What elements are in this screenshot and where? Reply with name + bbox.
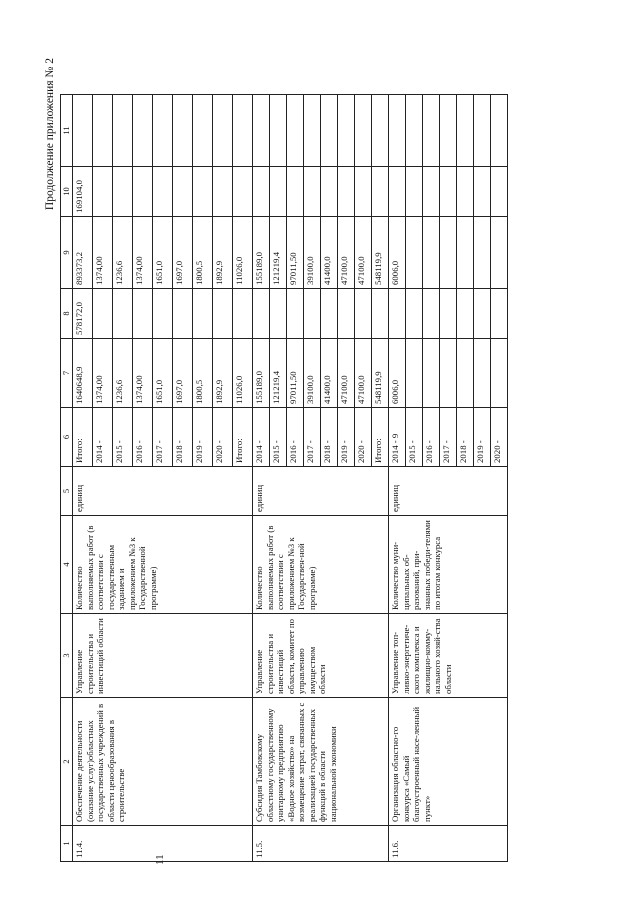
col-header-11: 11 bbox=[61, 95, 73, 167]
extra-cell bbox=[321, 95, 338, 167]
extra-cell bbox=[270, 95, 287, 167]
federal-cell bbox=[389, 289, 406, 339]
federal-cell bbox=[270, 289, 287, 339]
col-header-2: 2 bbox=[61, 698, 73, 826]
regional-cell bbox=[406, 217, 423, 289]
year-cell: 2020 - bbox=[213, 408, 233, 467]
extra-cell bbox=[173, 95, 193, 167]
total-cell: 39100,0 bbox=[304, 339, 321, 408]
regional-cell: 893373,2 bbox=[73, 217, 93, 289]
local-cell bbox=[457, 167, 474, 217]
total-cell: 97011,50 bbox=[287, 339, 304, 408]
local-cell bbox=[474, 167, 491, 217]
year-cell: Итого: bbox=[73, 408, 93, 467]
col-header-7: 7 bbox=[61, 339, 73, 408]
federal-cell bbox=[153, 289, 173, 339]
executor-cell: Управление строительства и инвестиций области bbox=[73, 614, 253, 698]
local-cell bbox=[193, 167, 213, 217]
total-cell: 1374,00 bbox=[133, 339, 153, 408]
federal-cell bbox=[287, 289, 304, 339]
col-header-8: 8 bbox=[61, 289, 73, 339]
extra-cell bbox=[233, 95, 253, 167]
local-cell bbox=[389, 167, 406, 217]
total-cell: 6006,0 bbox=[389, 339, 406, 408]
regional-cell bbox=[491, 217, 508, 289]
year-cell: Итого: bbox=[233, 408, 253, 467]
total-cell: 47100,0 bbox=[355, 339, 372, 408]
measure-name: Субсидия Тамбовскому областному государственному унитарному предприятию «Водное хозяйство» на возмещение затрат, связанных с реализацией государственных функций в области национальной экономики bbox=[253, 698, 389, 826]
year-cell: 2015 - bbox=[113, 408, 133, 467]
total-cell: 121219,4 bbox=[270, 339, 287, 408]
regional-cell: 97011,50 bbox=[287, 217, 304, 289]
local-cell bbox=[440, 167, 457, 217]
regional-cell: 1236,6 bbox=[113, 217, 133, 289]
total-cell: 1236,6 bbox=[113, 339, 133, 408]
year-cell: 2015 - bbox=[406, 408, 423, 467]
extra-cell bbox=[73, 95, 93, 167]
regional-cell: 1651,0 bbox=[153, 217, 173, 289]
extra-cell bbox=[153, 95, 173, 167]
regional-cell: 1800,5 bbox=[193, 217, 213, 289]
federal-cell bbox=[113, 289, 133, 339]
col-header-10: 10 bbox=[61, 167, 73, 217]
executor-cell: Управление строительства и инвестиций области, комитет по управлению имуществом области bbox=[253, 614, 389, 698]
extra-cell bbox=[93, 95, 113, 167]
regional-cell: 1892,9 bbox=[213, 217, 233, 289]
extra-cell bbox=[304, 95, 321, 167]
regional-cell bbox=[457, 217, 474, 289]
federal-cell bbox=[372, 289, 389, 339]
regional-cell bbox=[423, 217, 440, 289]
section-number: 11.4. bbox=[73, 826, 253, 862]
extra-cell bbox=[253, 95, 270, 167]
local-cell bbox=[233, 167, 253, 217]
local-cell bbox=[287, 167, 304, 217]
total-cell: 41400,0 bbox=[321, 339, 338, 408]
year-cell: 2017 - bbox=[440, 408, 457, 467]
regional-cell: 39100,0 bbox=[304, 217, 321, 289]
regional-cell: 121219,4 bbox=[270, 217, 287, 289]
local-cell bbox=[133, 167, 153, 217]
federal-cell bbox=[423, 289, 440, 339]
federal-cell bbox=[304, 289, 321, 339]
extra-cell bbox=[193, 95, 213, 167]
regional-cell: 1374,00 bbox=[93, 217, 113, 289]
local-cell bbox=[270, 167, 287, 217]
table-row bbox=[389, 95, 406, 862]
regional-cell: 6006,0 bbox=[389, 217, 406, 289]
extra-cell bbox=[423, 95, 440, 167]
indicator-cell: Количество муни-ципальных об-разований, при-знанных победи-телями по итогам конкурса bbox=[389, 516, 508, 614]
federal-cell bbox=[173, 289, 193, 339]
federal-cell bbox=[93, 289, 113, 339]
unit-cell: единиц bbox=[253, 467, 389, 516]
measure-name: Организация областно-го конкурса «Самый благоустроенный насе-ленный пункт» bbox=[389, 698, 508, 826]
federal-cell bbox=[133, 289, 153, 339]
total-cell bbox=[457, 339, 474, 408]
regional-cell: 155189,0 bbox=[253, 217, 270, 289]
local-cell bbox=[253, 167, 270, 217]
col-header-3: 3 bbox=[61, 614, 73, 698]
unit-cell: единиц bbox=[73, 467, 253, 516]
year-cell: 2019 - bbox=[193, 408, 213, 467]
local-cell bbox=[304, 167, 321, 217]
extra-cell bbox=[287, 95, 304, 167]
federal-cell bbox=[406, 289, 423, 339]
year-cell: 2019 - bbox=[338, 408, 355, 467]
regional-cell: 47100,0 bbox=[355, 217, 372, 289]
col-header-4: 4 bbox=[61, 516, 73, 614]
column-numbers-row bbox=[61, 95, 73, 862]
regional-cell: 47100,0 bbox=[338, 217, 355, 289]
unit-cell: единиц bbox=[389, 467, 508, 516]
federal-cell bbox=[193, 289, 213, 339]
regional-cell: 1374,00 bbox=[133, 217, 153, 289]
extra-cell bbox=[355, 95, 372, 167]
federal-cell bbox=[321, 289, 338, 339]
extra-cell bbox=[113, 95, 133, 167]
total-cell bbox=[423, 339, 440, 408]
measure-name: Обеспечение деятельности (оказание услуг)областных государственных учреждений в области ценообразования в строительстве bbox=[73, 698, 253, 826]
federal-cell bbox=[253, 289, 270, 339]
regional-cell: 1697,0 bbox=[173, 217, 193, 289]
year-cell: Итого: bbox=[372, 408, 389, 467]
year-cell: 2020 - bbox=[491, 408, 508, 467]
year-cell: 2014 - bbox=[253, 408, 270, 467]
local-cell bbox=[113, 167, 133, 217]
local-cell bbox=[372, 167, 389, 217]
local-cell bbox=[406, 167, 423, 217]
executor-cell: Управление топ-ливно-энергетиче-ского комплекса и жилищно-комму-нального хозяй-ства области bbox=[389, 614, 508, 698]
section-number: 11.5. bbox=[253, 826, 389, 862]
federal-cell bbox=[213, 289, 233, 339]
local-cell bbox=[338, 167, 355, 217]
extra-cell bbox=[389, 95, 406, 167]
indicator-cell: Количество выполняемых работ (в соответствии с государственным заданием и приложением №3 к Государственной программе) bbox=[73, 516, 253, 614]
federal-cell bbox=[440, 289, 457, 339]
total-cell bbox=[406, 339, 423, 408]
section-number: 11.6. bbox=[389, 826, 508, 862]
col-header-6: 6 bbox=[61, 408, 73, 467]
federal-cell bbox=[474, 289, 491, 339]
local-cell bbox=[153, 167, 173, 217]
federal-cell bbox=[338, 289, 355, 339]
federal-cell bbox=[355, 289, 372, 339]
total-cell: 1374,00 bbox=[93, 339, 113, 408]
local-cell bbox=[491, 167, 508, 217]
extra-cell bbox=[457, 95, 474, 167]
total-cell: 11026,0 bbox=[233, 339, 253, 408]
total-cell: 47100,0 bbox=[338, 339, 355, 408]
col-header-5: 5 bbox=[61, 467, 73, 516]
year-cell: 2016 - bbox=[287, 408, 304, 467]
local-cell bbox=[173, 167, 193, 217]
extra-cell bbox=[474, 95, 491, 167]
local-cell bbox=[321, 167, 338, 217]
year-cell: 2018 - bbox=[321, 408, 338, 467]
local-cell bbox=[93, 167, 113, 217]
total-cell: 548119,9 bbox=[372, 339, 389, 408]
year-cell: 2018 - bbox=[457, 408, 474, 467]
year-cell: 2014 - 9 bbox=[389, 408, 406, 467]
year-cell: 2015 - bbox=[270, 408, 287, 467]
total-cell: 1800,5 bbox=[193, 339, 213, 408]
year-cell: 2019 - bbox=[474, 408, 491, 467]
extra-cell bbox=[440, 95, 457, 167]
program-table bbox=[60, 94, 508, 862]
federal-cell: 578172,0 bbox=[73, 289, 93, 339]
total-cell: 1651,0 bbox=[153, 339, 173, 408]
extra-cell bbox=[133, 95, 153, 167]
total-cell bbox=[440, 339, 457, 408]
regional-cell: 41400,0 bbox=[321, 217, 338, 289]
indicator-cell: Количество выполняемых работ (в соответствии с приложением №3 к Государствен-ной программе) bbox=[253, 516, 389, 614]
year-cell: 2017 - bbox=[304, 408, 321, 467]
year-cell: 2020 - bbox=[355, 408, 372, 467]
table-row bbox=[73, 95, 93, 862]
year-cell: 2016 - bbox=[423, 408, 440, 467]
regional-cell: 548119,9 bbox=[372, 217, 389, 289]
year-cell: 2018 - bbox=[173, 408, 193, 467]
regional-cell: 11026,0 bbox=[233, 217, 253, 289]
extra-cell bbox=[372, 95, 389, 167]
total-cell bbox=[474, 339, 491, 408]
table-row bbox=[253, 95, 270, 862]
total-cell: 1697,0 bbox=[173, 339, 193, 408]
extra-cell bbox=[338, 95, 355, 167]
total-cell: 1640648,9 bbox=[73, 339, 93, 408]
page-number: 11 bbox=[154, 854, 166, 865]
regional-cell bbox=[474, 217, 491, 289]
regional-cell bbox=[440, 217, 457, 289]
local-cell bbox=[213, 167, 233, 217]
federal-cell bbox=[491, 289, 508, 339]
year-cell: 2014 - bbox=[93, 408, 113, 467]
year-cell: 2017 - bbox=[153, 408, 173, 467]
appendix-continuation-note: Продолжение приложения № 2 bbox=[44, 58, 56, 211]
total-cell: 1892,9 bbox=[213, 339, 233, 408]
federal-cell bbox=[233, 289, 253, 339]
local-cell: 169104,0 bbox=[73, 167, 93, 217]
table-body bbox=[73, 95, 508, 862]
extra-cell bbox=[213, 95, 233, 167]
year-cell: 2016 - bbox=[133, 408, 153, 467]
col-header-1: 1 bbox=[61, 826, 73, 862]
local-cell bbox=[423, 167, 440, 217]
federal-cell bbox=[457, 289, 474, 339]
total-cell bbox=[491, 339, 508, 408]
total-cell: 155189,0 bbox=[253, 339, 270, 408]
col-header-9: 9 bbox=[61, 217, 73, 289]
extra-cell bbox=[491, 95, 508, 167]
local-cell bbox=[355, 167, 372, 217]
extra-cell bbox=[406, 95, 423, 167]
